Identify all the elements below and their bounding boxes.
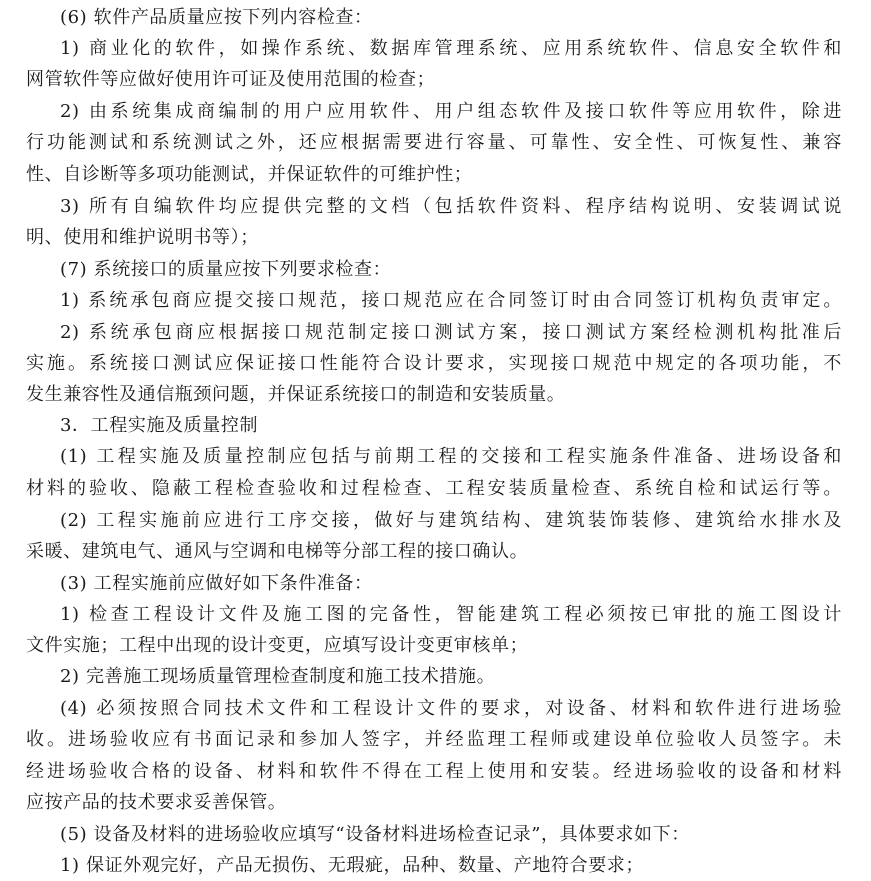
text-line: 应按产品的技术要求妥善保管。: [26, 792, 287, 813]
text-line: (4) 必须按照合同技术文件和工程设计文件的要求，对设备、材料和软件进行进场验: [60, 698, 842, 719]
text-line: (7) 系统接口的质量应按下列要求检查：: [60, 259, 392, 280]
text-line: 性、自诊断等多项功能测试，并保证软件的可维护性；: [26, 164, 473, 185]
text-line: 1) 商业化的软件，如操作系统、数据库管理系统、应用系统软件、信息安全软件和: [60, 38, 842, 59]
text-line: 2) 完善施工现场质量管理检查制度和施工技术措施。: [60, 666, 496, 687]
text-line: 3) 所有自编软件均应提供完整的文档（包括软件资料、程序结构说明、安装调试说: [60, 196, 842, 217]
text-line: 采暖、建筑电气、通风与空调和电梯等分部工程的接口确认。: [26, 541, 529, 562]
text-line: (6) 软件产品质量应按下列内容检查：: [60, 7, 373, 28]
text-line: 1) 系统承包商应提交接口规范，接口规范应在合同签订时由合同签订机构负责审定。: [60, 290, 842, 311]
text-line: 行功能测试和系统测试之外，还应根据需要进行容量、可靠性、安全性、可恢复性、兼容: [26, 132, 842, 153]
text-line: 网管软件等应做好使用许可证及使用范围的检查；: [26, 69, 436, 90]
text-line: 发生兼容性及通信瓶颈问题，并保证系统接口的制造和安装质量。: [26, 384, 566, 405]
text-line: (1) 工程实施及质量控制应包括与前期工程的交接和工程实施条件准备、进场设备和: [60, 446, 842, 467]
text-line: 收。进场验收应有书面记录和参加人签字，并经监理工程师或建设单位验收人员签字。未: [26, 729, 842, 750]
text-line: 1) 检查工程设计文件及施工图的完备性，智能建筑工程必须按已审批的施工图设计: [60, 604, 842, 625]
text-line: (5) 设备及材料的进场验收应填写“设备材料进场检查记录”，具体要求如下：: [60, 824, 690, 845]
section-heading: 3．工程实施及质量控制: [60, 415, 259, 436]
text-line: 经进场验收合格的设备、材料和软件不得在工程上使用和安装。经进场验收的设备和材料: [26, 761, 842, 782]
text-line: 材料的验收、隐蔽工程检查验收和过程检查、工程安装质量检查、系统自检和试运行等。: [26, 478, 842, 499]
text-line: 明、使用和维护说明书等）；: [26, 227, 259, 248]
text-line: (2) 工程实施前应进行工序交接，做好与建筑结构、建筑装饰装修、建筑给水排水及: [60, 510, 842, 531]
text-line: (3) 工程实施前应做好如下条件准备：: [60, 573, 373, 594]
text-line: 文件实施；工程中出现的设计变更，应填写设计变更审核单；: [26, 635, 529, 656]
text-line: 2) 系统承包商应根据接口规范制定接口测试方案，接口测试方案经检测机构批准后: [60, 322, 842, 343]
text-line: 1) 保证外观完好，产品无损伤、无瑕疵，品种、数量、产地符合要求；: [60, 855, 644, 876]
text-line: 实施。系统接口测试应保证接口性能符合设计要求，实现接口规范中规定的各项功能，不: [26, 353, 842, 374]
text-line: 2) 由系统集成商编制的用户应用软件、用户组态软件及接口软件等应用软件，除进: [60, 101, 842, 122]
